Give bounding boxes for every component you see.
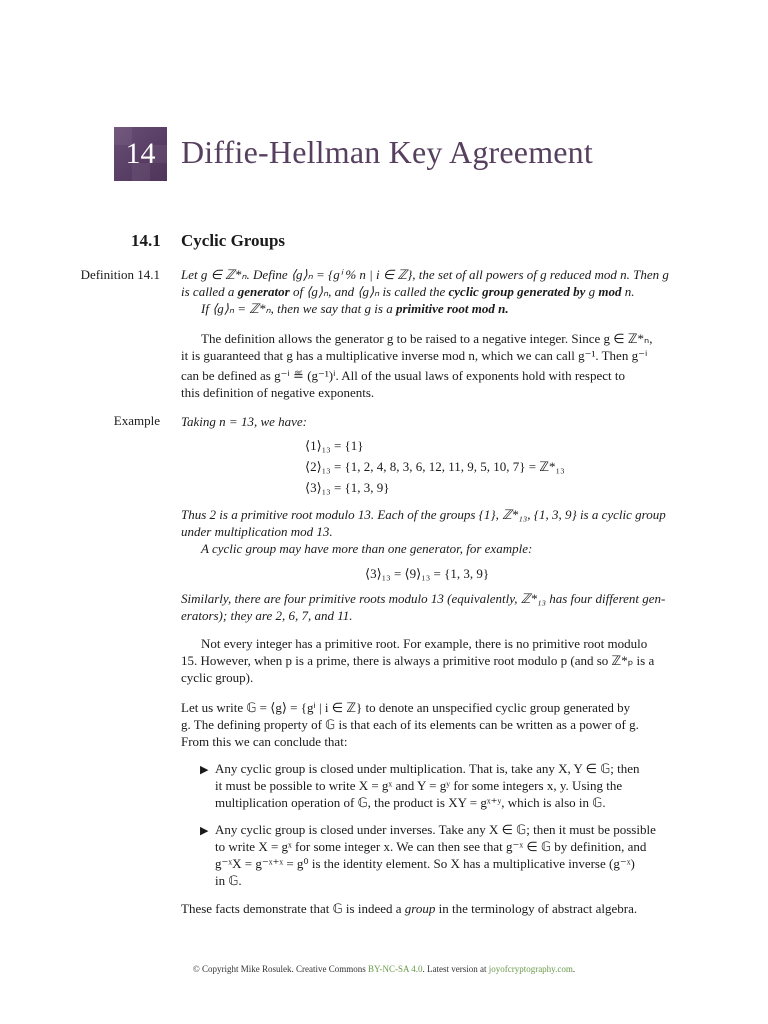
line: A cyclic group may have more than one generator, for example: <box>201 541 533 556</box>
text: . Latest version at <box>422 964 489 974</box>
equation: ⟨2⟩₁₃ = {1, 2, 4, 8, 3, 6, 12, 11, 9, 5, 10, 7} = ℤ*₁₃ <box>305 459 565 474</box>
example-similarly <box>181 590 678 624</box>
bullet-item-closure-multiplication <box>215 760 678 811</box>
term-primitive-root: primitive root mod n. <box>395 301 509 316</box>
line: g. The defining property of 𝔾 is that each of its elements can be written as a power of g. <box>181 717 639 732</box>
definition-body <box>181 266 678 317</box>
text: n. <box>621 284 635 299</box>
line: can be defined as g⁻ⁱ ≝ (g⁻¹)ⁱ. All of the usual laws of exponents hold with respect to <box>181 368 625 383</box>
line: multiplication operation of 𝔾, the product is XY = gˣ⁺ʸ, which is also in 𝔾. <box>215 795 606 810</box>
license-link[interactable]: BY-NC-SA 4.0 <box>367 964 423 974</box>
paragraph-let-us-write <box>181 699 678 750</box>
term-generator: generator <box>237 284 290 299</box>
text: in the terminology of abstract algebra. <box>435 901 638 916</box>
example-thus <box>181 506 678 557</box>
line: it is guaranteed that g has a multiplicative inverse mod n, which we can call g⁻¹. Then g⁻ⁱ <box>181 348 648 363</box>
line: to write X = gˣ for some integer x. We can then see that g⁻ˣ ∈ 𝔾 by definition, and <box>215 839 647 854</box>
section-number: 14.1 <box>131 231 161 250</box>
line: g⁻ˣX = g⁻ˣ⁺ˣ = g⁰ is the identity element. So X has a multiplicative inverse (g⁻ˣ) <box>215 856 635 871</box>
definition-line <box>181 283 678 300</box>
definition-label: Definition 14.1 <box>80 267 160 282</box>
term-mod: mod <box>598 284 622 299</box>
text: These facts demonstrate that 𝔾 is indeed a <box>181 901 405 916</box>
equation: ⟨3⟩₁₃ = {1, 3, 9} <box>305 480 390 495</box>
bullet-marker-icon: ▶ <box>200 824 209 837</box>
line: this definition of negative exponents. <box>181 385 375 400</box>
line: Any cyclic group is closed under multiplication. That is, take any X, Y ∈ 𝔾; then <box>215 761 640 776</box>
section-title: Cyclic Groups <box>181 231 286 250</box>
bullet-item-closure-inverses <box>215 821 678 889</box>
line: From this we can conclude that: <box>181 734 348 749</box>
line: The definition allows the generator g to be raised to a negative integer. Since g ∈ ℤ*ₙ, <box>201 331 653 346</box>
text: of ⟨g⟩ₙ, and ⟨g⟩ₙ is called the <box>289 284 449 299</box>
term-group: group <box>404 901 436 916</box>
example-label: Example <box>113 413 160 428</box>
line: Thus 2 is a primitive root modulo 13. Each of the groups {1}, ℤ*₁₃, {1, 3, 9} is a cyclic group <box>181 507 666 522</box>
example-intro: Taking n = 13, we have: <box>181 414 308 429</box>
paragraph-conclusion <box>181 900 678 917</box>
example-equations <box>305 437 605 496</box>
bullet-marker-icon: ▶ <box>200 763 209 776</box>
text: . <box>572 964 576 974</box>
text: If ⟨g⟩ₙ = ℤ*ₙ, then we say that g is a <box>201 301 396 316</box>
line: erators); they are 2, 6, 7, and 11. <box>181 608 353 623</box>
website-link[interactable]: joyofcryptography.com <box>488 964 573 974</box>
line: Not every integer has a primitive root. For example, there is no primitive root modulo <box>201 636 648 651</box>
definition-line: Let g ∈ ℤ*ₙ. Define ⟨g⟩ₙ = {gⁱ % n | i ∈ ℤ}, the set of all powers of g reduced mod n. Then g <box>181 267 669 282</box>
term-cyclic-group: cyclic group generated by <box>448 284 586 299</box>
text: g <box>585 284 599 299</box>
footer <box>0 964 768 974</box>
line: 15. However, when p is a prime, there is always a primitive root modulo p (and so ℤ*ₚ is a <box>181 653 655 668</box>
copyright-text: © Copyright Mike Rosulek. Creative Commons <box>192 964 368 974</box>
line: Similarly, there are four primitive roots modulo 13 (equivalently, ℤ*₁₃ has four different gen- <box>181 591 666 606</box>
line: Let us write 𝔾 = ⟨g⟩ = {gⁱ | i ∈ ℤ} to denote an unspecified cyclic group generated by <box>181 700 631 715</box>
chapter-title: Diffie-Hellman Key Agreement <box>181 134 593 170</box>
line: under multiplication mod 13. <box>181 524 333 539</box>
equation: ⟨1⟩₁₃ = {1} <box>305 438 364 453</box>
example-equation-generators: ⟨3⟩₁₃ = ⟨9⟩₁₃ = {1, 3, 9} <box>365 566 490 581</box>
text: is called a <box>181 284 238 299</box>
line: cyclic group). <box>181 670 254 685</box>
paragraph-not-every-integer <box>181 635 678 686</box>
line: it must be possible to write X = gˣ and Y = gʸ for some integers x, y. Using the <box>215 778 623 793</box>
line: in 𝔾. <box>215 873 242 888</box>
line: Any cyclic group is closed under inverses. Take any X ∈ 𝔾; then it must be possible <box>215 822 656 837</box>
paragraph-negative-exponents <box>181 330 678 401</box>
definition-line <box>181 300 678 317</box>
chapter-number: 14 <box>125 137 156 170</box>
